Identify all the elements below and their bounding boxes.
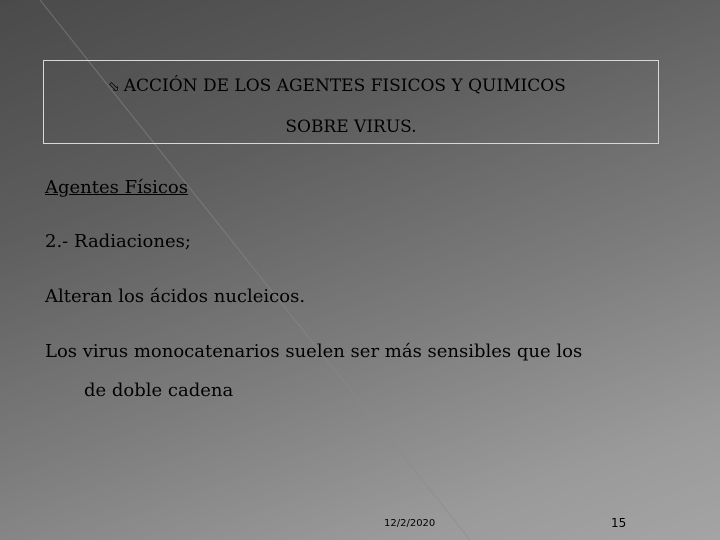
body-line-monocatenarios: Los virus monocatenarios suelen ser más sensibles que los: [45, 341, 583, 362]
body-line-doble-cadena: de doble cadena: [84, 380, 234, 401]
footer-date: 12/2/2020: [384, 518, 436, 529]
list-item-radiaciones: 2.- Radiaciones;: [45, 231, 191, 252]
body-line-alteran: Alteran los ácidos nucleicos.: [45, 286, 306, 307]
section-heading: Agentes Físicos: [45, 177, 189, 198]
title-line-2: SOBRE VIRUS.: [285, 117, 417, 137]
title-box: [43, 60, 659, 144]
hollow-arrow-bullet-icon: ⬂: [108, 79, 120, 95]
title-line-1: [108, 76, 566, 96]
title-text-1: ACCIÓN DE LOS AGENTES FISICOS Y QUIMICOS: [123, 76, 566, 96]
footer-page-number: 15: [611, 516, 627, 530]
